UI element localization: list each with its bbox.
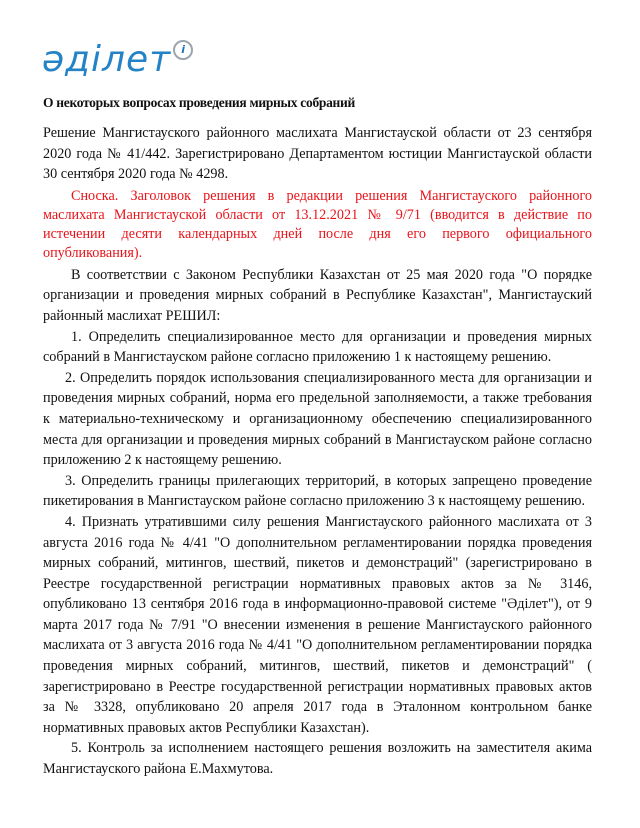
clause-5: 5. Контроль за исполнением настоящего решения возложить на заместителя акима Мангистауского района Е.Махмутова. bbox=[43, 740, 592, 778]
footnote: Сноска. Заголовок решения в редакции решения Мангистауского районного маслихата Мангистауской области от 13.12.2021 № 9/71 (вводится в действие по истечении десяти календарных дней после дня его первого официального опубликования). bbox=[43, 187, 592, 261]
document-body bbox=[43, 123, 592, 780]
preamble-paragraph: В соответствии с Законом Республики Казахстан от 25 мая 2020 года "О порядке организации и проведения мирных собраний в Республике Казахстан", Мангистауский районный маслихат РЕШИЛ: bbox=[43, 266, 592, 324]
adilet-logo bbox=[42, 38, 193, 84]
clause-4: 4. Признать утратившими силу решения Мангистауского районного маслихата от 3 августа 2016 года № 4/41 "О дополнительном регламентировании порядка проведения мирных собраний, митингов, шествий, пикетов и демонстраций" (зарегистрировано в Реестре государственной регистрации нормативных правовых актов за № 3146, опубликовано 13 сентября 2016 года в информационно-правовой системе "Әділет"), от 9 марта 2017 года № 7/91 "О внесении изменения в решение Мангистауского районного маслихата от 3 августа 2016 года № 4/41 "О дополнительном регламентировании порядка проведения мирных собраний, митингов, шествий, пикетов и демонстраций" ( зарегистрировано в Реестре государственной регистрации нормативных правовых актов за № 3328, опубликовано 20 апреля 2017 года в Эталонном контрольном банке нормативных правовых актов Республики Казахстан). bbox=[43, 513, 592, 736]
logo-text: әділет bbox=[42, 39, 172, 80]
document-title: О некоторых вопросах проведения мирных собраний bbox=[43, 95, 355, 110]
decision-intro: Решение Мангистауского районного маслихата Мангистауской области от 23 сентября 2020 года № 41/442. Зарегистрировано Департаментом юстиции Мангистауской области 30 сентября 2020 года № 4298. bbox=[43, 125, 592, 183]
clause-3: 3. Определить границы прилегающих территорий, в которых запрещено проведение пикетирования в Мангистауском районе согласно приложению 3 к настоящему решению. bbox=[43, 472, 592, 510]
magnifier-icon: i bbox=[173, 40, 193, 60]
clause-1: 1. Определить специализированное место для организации и проведения мирных собраний в Мангистауском районе согласно приложению 1 к настоящему решению. bbox=[43, 328, 592, 366]
clause-2: 2. Определить порядок использования специализированного места для организации и проведения мирных собраний, норма его предельной заполняемости, а также требования к материально-техническому и организационному обеспечению специализированного места для организации и проведения мирных собраний в Мангистауском районе согласно приложению 2 к настоящему решению. bbox=[43, 369, 592, 469]
